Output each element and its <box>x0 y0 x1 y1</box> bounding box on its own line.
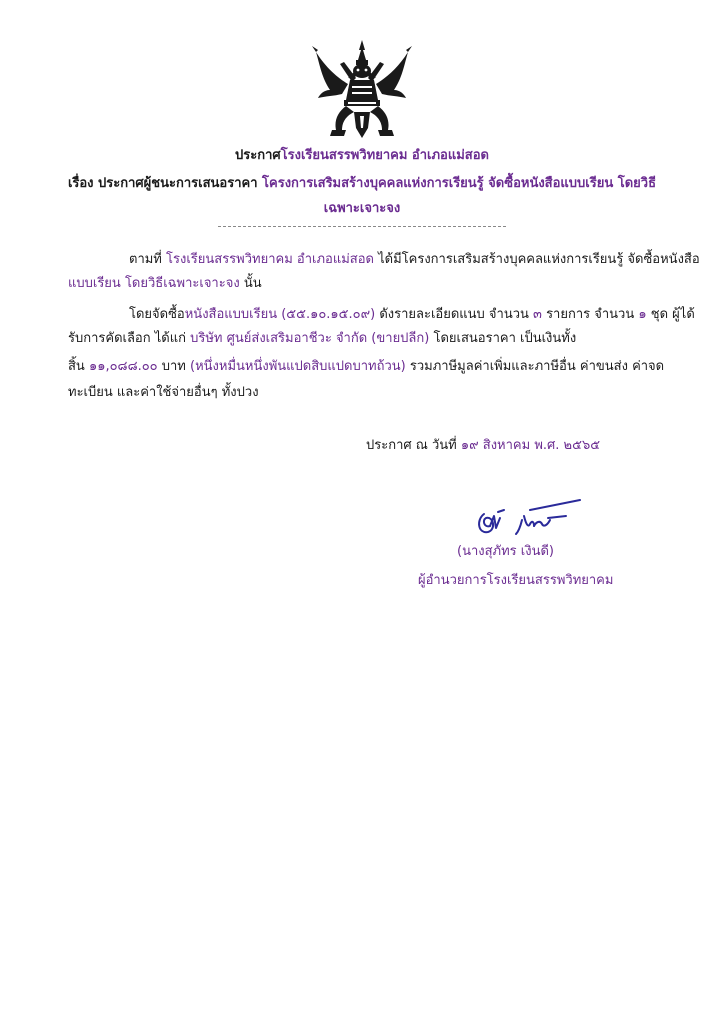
paragraph-1-line-1 <box>129 250 700 270</box>
announce-date: ๑๙ สิงหาคม พ.ศ. ๒๕๖๕ <box>460 438 601 453</box>
text-fragment: รายการ จำนวน <box>541 307 639 322</box>
subject-line-1 <box>0 174 724 194</box>
signatory-name: (นางสุภัทร เงินดี) <box>457 544 554 559</box>
signatory-position: ผู้อำนวยการโรงเรียนสรรพวิทยาคม <box>418 573 614 588</box>
text-fragment: บาท <box>157 359 190 374</box>
announce-label: ประกาศ ณ วันที่ <box>366 438 461 453</box>
garuda-emblem-icon <box>308 38 416 146</box>
title-school: โรงเรียนสรรพวิทยาคม อำเภอแม่สอด <box>280 148 489 163</box>
text-fragment: ชุด ผู้ได้ <box>646 307 695 322</box>
price-in-words: (หนึ่งหมื่นหนึ่งพันแปดสิบแปดบาทถ้วน) <box>190 359 406 374</box>
set-count: ๑ <box>638 307 647 322</box>
paragraph-2-line-1 <box>129 305 695 325</box>
text-fragment: โดยเสนอราคา เป็นเงินทั้ง <box>429 331 577 346</box>
price-amount: ๑๑,๐๘๘.๐๐ <box>88 359 158 374</box>
subject-project: โครงการเสริมสร้างบุคคลแห่งการเรียนรู้ จัดซื้อหนังสือแบบเรียน โดยวิธี <box>262 176 657 191</box>
item-text: หนังสือแบบเรียน (๕๕.๑๐.๑๕.๐๙) <box>184 307 376 322</box>
text-fragment: ตามที่ <box>129 252 167 267</box>
text-fragment: ได้มีโครงการเสริมสร้างบุคคลแห่งการเรียนรู้ จัดซื้อหนังสือ <box>373 252 700 267</box>
paragraph-1-line-2 <box>68 274 262 294</box>
title-prefix: ประกาศ <box>235 148 281 163</box>
text-fragment: โดยจัดซื้อ <box>129 307 185 322</box>
vendor-name: บริษัท ศูนย์ส่งเสริมอาชีวะ จำกัด (ขายปลีก) <box>190 331 430 346</box>
paragraph-2-line-3 <box>68 357 664 377</box>
subject-prefix: เรื่อง ประกาศผู้ชนะการเสนอราคา <box>67 176 263 191</box>
signature-mark <box>470 494 590 542</box>
paragraph-2-line-2 <box>68 329 576 349</box>
text-fragment: รวมภาษีมูลค่าเพิ่มและภาษีอื่น ค่าขนส่ง ค่าจด <box>405 359 665 374</box>
item-count: ๓ <box>533 307 542 322</box>
school-name: โรงเรียนสรรพวิทยาคม อำเภอแม่สอด <box>166 252 374 267</box>
text-fragment: นั้น <box>239 276 262 291</box>
method-text: แบบเรียน โดยวิธีเฉพาะเจาะจง <box>68 276 240 291</box>
subject-line-2: เฉพาะเจาะจง <box>323 201 401 216</box>
announce-date-line <box>366 436 600 456</box>
announcement-title <box>0 146 724 166</box>
text-fragment: รับการคัดเลือก ได้แก่ <box>68 331 191 346</box>
divider <box>218 226 506 227</box>
text-fragment: ดังรายละเอียดแนบ จำนวน <box>375 307 534 322</box>
text-fragment: สิ้น <box>68 359 89 374</box>
paragraph-2-line-4: ทะเบียน และค่าใช้จ่ายอื่นๆ ทั้งปวง <box>68 385 259 400</box>
